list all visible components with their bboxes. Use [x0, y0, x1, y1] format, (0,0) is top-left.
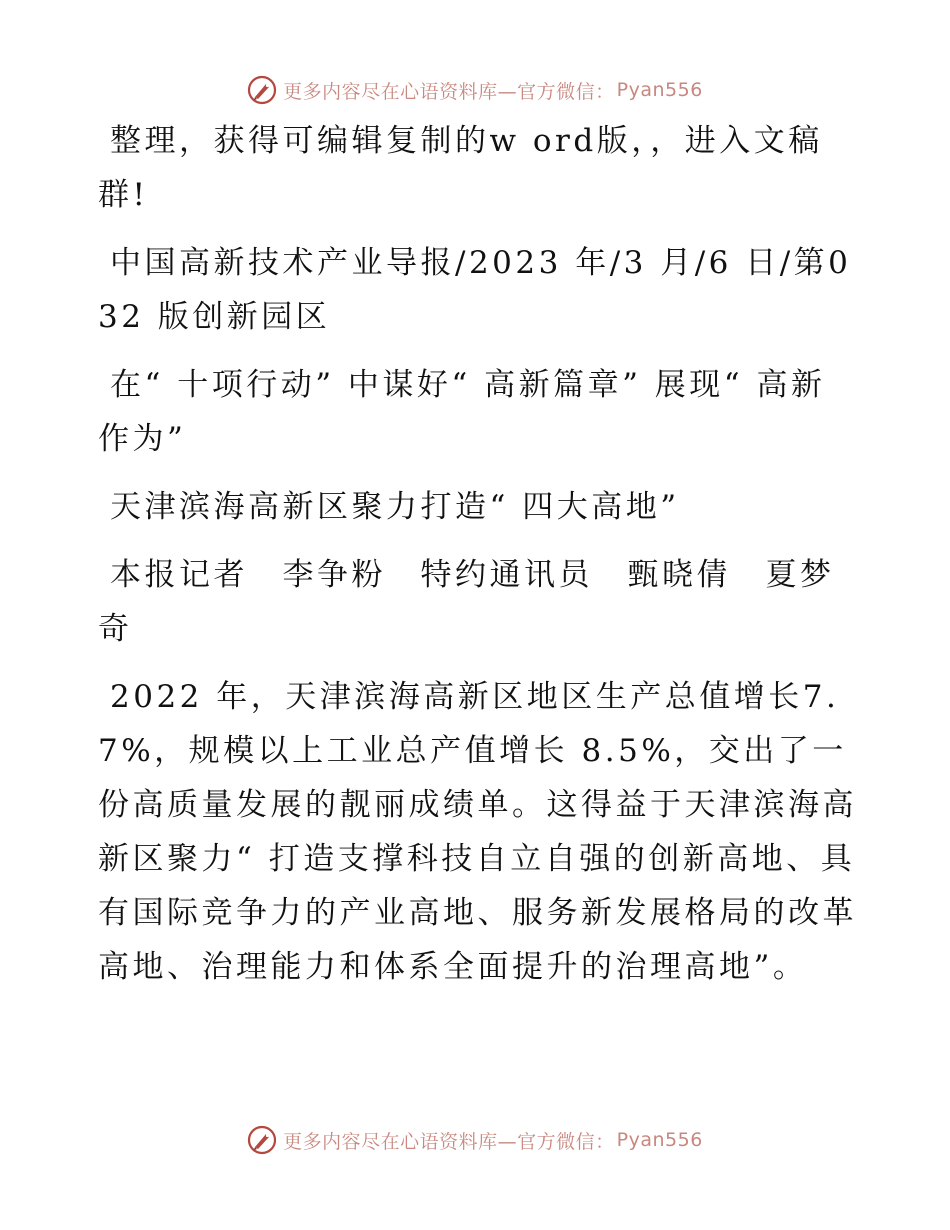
header-watermark: [0, 72, 950, 108]
pen-logo-icon: [247, 1125, 277, 1155]
source-line: 中国高新技术产业导报/2023 年/3 月/6 日/第032 版创新园区: [98, 245, 852, 335]
watermark-text: 更多内容尽在心语资料库—官方微信：: [283, 80, 615, 103]
watermark-wechat-id: Pyan556: [616, 1129, 703, 1151]
intro-paragraph: 整理，获得可编辑复制的w ord版，，进入文稿群!: [98, 123, 823, 213]
pen-logo-icon: [247, 75, 277, 105]
watermark-text: 更多内容尽在心语资料库—官方微信：: [283, 1130, 615, 1153]
document-body: [98, 114, 858, 1008]
headline-line-2: 天津滨海高新区聚力打造“ 四大高地”: [110, 489, 680, 525]
byline: 本报记者 李争粉 特约通讯员 甄晓倩 夏梦奇: [98, 557, 835, 647]
footer-watermark: [0, 1122, 950, 1158]
watermark-wechat-id: Pyan556: [616, 79, 703, 101]
headline-line-1: 在“ 十项行动” 中谋好“ 高新篇章” 展现“ 高新作为”: [98, 367, 826, 457]
body-paragraph: 2022 年，天津滨海高新区地区生产总值增长7.7%，规模以上工业总产值增长 8.5%，交出了一份高质量发展的靓丽成绩单。这得益于天津滨海高新区聚力“ 打造支撑科技自立自强的创新高地、具有国际竞争力的产业高地、服务新发展格局的改革高地、治理能力和体系全面提升的治理高地”。: [98, 679, 857, 985]
